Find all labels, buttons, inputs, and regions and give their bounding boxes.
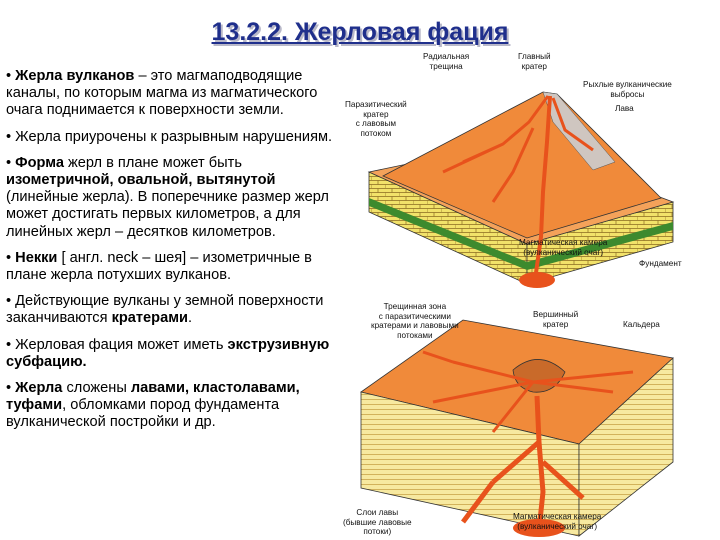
label-ejecta: Рыхлые вулканические выбросы: [583, 80, 672, 99]
magma-chamber: [519, 272, 555, 288]
label-basement: Фундамент: [639, 259, 682, 268]
text: жерл в плане может быть: [63, 154, 242, 171]
bullet-item: [6, 129, 340, 146]
text: Действующие вулканы у земной поверхности заканчиваются: [6, 293, 324, 327]
text: .: [187, 310, 193, 327]
bold-text: Форма: [15, 154, 64, 171]
text: , обломками пород фундамента вулканической постройки и др.: [6, 397, 280, 431]
bold-text: изометричной, овальной, вытянутой: [6, 172, 276, 189]
label-lava-layers: Слои лавы (бывшие лавовые потоки): [343, 508, 412, 537]
text: •: [6, 380, 16, 397]
label-summit-crater: Вершинный кратер: [533, 310, 579, 329]
text: Жерловая фация может иметь: [15, 336, 228, 353]
text: •: [6, 128, 16, 145]
text: (линейные жерла). В поперечнике размер жерл может достигать первых километров, а для линейных жерл – десятков километров.: [6, 189, 329, 240]
label-lava: Лава: [615, 104, 634, 113]
bullet-item: [6, 68, 340, 120]
text: •: [6, 336, 16, 353]
bold-text: Жерла вулканов: [15, 68, 135, 84]
page-title: 13.2.2. Жерловая фация: [211, 18, 509, 46]
text: сложены: [62, 380, 131, 397]
bullet-list: [6, 68, 340, 441]
label-radial-crack: Радиальная трещина: [423, 52, 470, 71]
text: •: [6, 154, 16, 171]
bold-text: Некки: [15, 249, 58, 266]
label-caldera: Кальдера: [623, 320, 660, 329]
label-magma-chamber-top: Магматическая камера (вулканический очаг): [519, 238, 608, 257]
text: Жерла приурочены к разрывным нарушениям.: [15, 128, 333, 145]
text: •: [6, 249, 16, 266]
bullet-item: [6, 250, 340, 284]
volcano-diagrams: [343, 52, 720, 540]
bullet-item: [6, 380, 340, 432]
label-parasitic-crater: Паразитический кратер с лавовым потоком: [345, 100, 407, 138]
text: – это магмаподводящие каналы, по которым магма из магматического очага поднимается к поверхности земли.: [6, 68, 318, 119]
bullet-item: [6, 293, 340, 327]
bold-text: лавами, кластолавами, туфами: [6, 380, 300, 414]
label-magma-chamber-bottom: Магматическая камера (вулканический очаг): [513, 512, 602, 531]
text: •: [6, 68, 16, 84]
label-main-crater: Главный кратер: [518, 52, 551, 71]
bold-text: Жерла: [15, 380, 63, 397]
bold-text: экструзивную субфацию.: [6, 336, 330, 370]
label-fissure-zone: Трещинная зона с паразитическими кратерами и лавовыми потоками: [371, 302, 459, 340]
bullet-item: [6, 337, 340, 371]
text: •: [6, 293, 16, 310]
text: [ англ. neck – шея] – изометричные в плане жерла потухших вулканов.: [6, 249, 312, 284]
bullet-item: [6, 155, 340, 241]
bold-text: кратерами: [111, 310, 188, 327]
